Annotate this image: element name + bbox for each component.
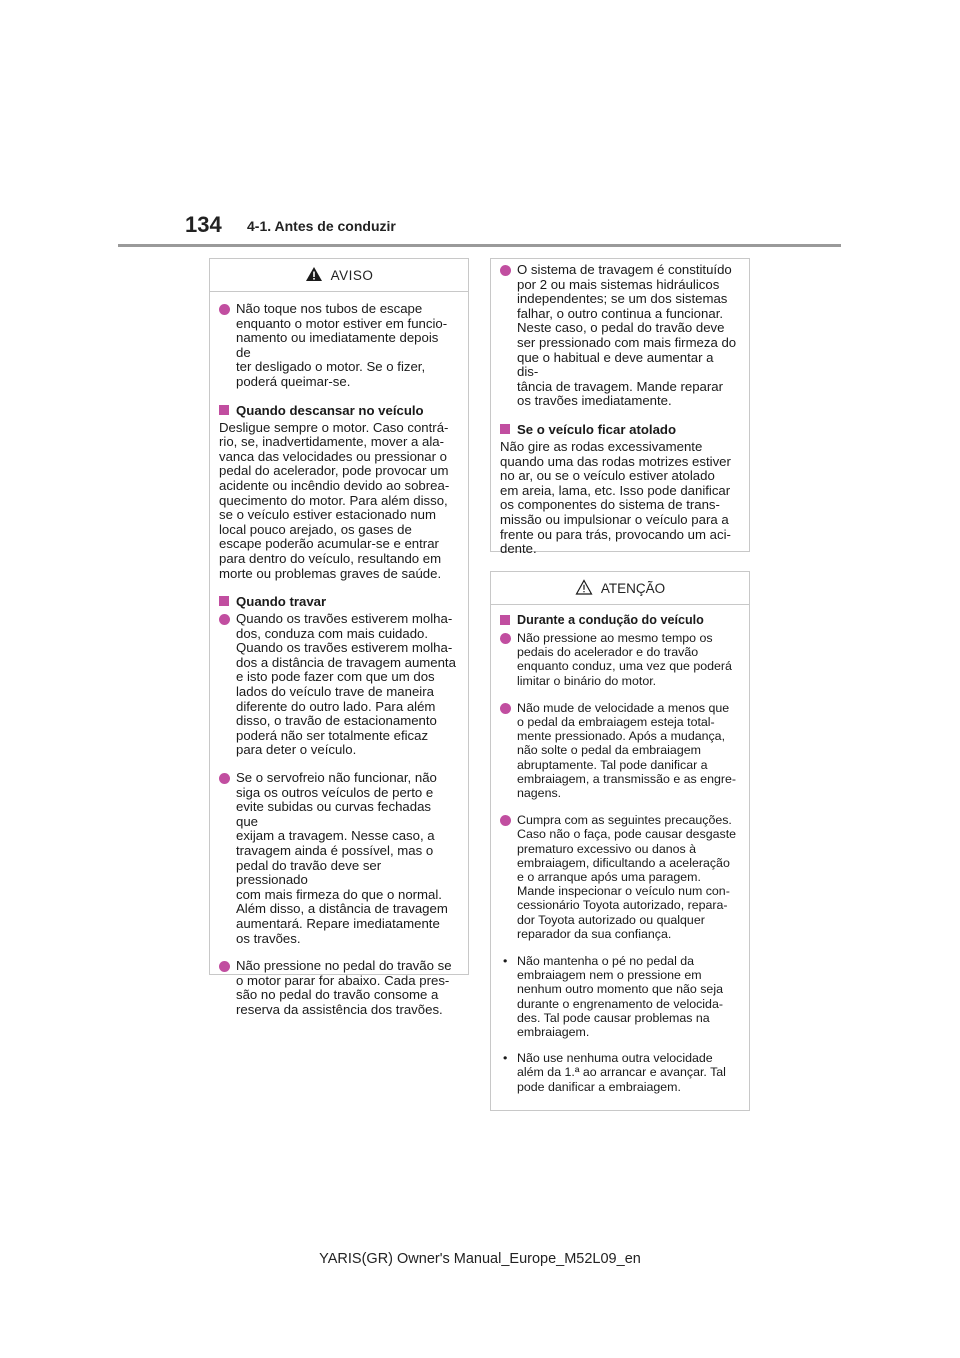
bullet-dot-icon	[219, 304, 230, 315]
warning-box	[209, 258, 469, 1017]
subheading-stuck: Se o veículo ficar atolado	[500, 422, 737, 437]
square-bullet-icon	[500, 424, 510, 434]
caution-bullet-pedals: Não pressione ao mesmo tempo os pedais do acelerador e do travão enquanto conduz, uma vez que poderá limitar o binário do motor.	[500, 631, 737, 688]
bullet-dot-icon	[500, 633, 511, 644]
bullet-dot-icon	[219, 961, 230, 972]
caution-triangle-icon	[575, 579, 593, 598]
header-divider	[118, 244, 841, 247]
square-bullet-icon	[500, 615, 510, 625]
warning-bullet-exhaust: Não toque nos tubos de escape enquanto o motor estiver em funcio- namento ou imediatamente depois de ter desligado o motor. Se o fizer, poderá queimar-se.	[219, 302, 456, 390]
warning-box-header	[210, 259, 468, 292]
dash-bullet-icon: •	[503, 1051, 508, 1066]
caution-dash-item-clutch-rest: • Não mantenha o pé no pedal da embraiagem nem o pressione em nenhum outro momento que não seja durante o engrenamento de velocida- des. Tal pode causar problemas na embraiagem.	[503, 954, 723, 1040]
square-bullet-icon	[219, 405, 229, 415]
section-title: 4-1. Antes de conduzir	[247, 218, 396, 234]
subheading-resting: Quando descansar no veículo	[219, 403, 456, 418]
subheading-driving: Durante a condução do veículo	[500, 613, 737, 628]
warning-bullet-engine-stall: Não pressione no pedal do travão se o motor parar for abaixo. Cada pres- são no pedal do travão consome a reserva da assistência dos travões.	[219, 959, 456, 1017]
warning-title: AVISO	[330, 267, 374, 283]
warning-bullet-hydraulic: O sistema de travagem é constituído por 2 ou mais sistemas hidráulicos independentes; se um dos sistemas falhar, o outro continua a funcionar. Neste caso, o pedal do travão deve ser pressionado com mais firmeza do que o habitual e deve aumentar a dis- tância de travagem. Mande reparar os travões imediatamente.	[500, 263, 737, 409]
caution-bullet-precautions: Cumpra com as seguintes precauções. Caso não o faça, pode causar desgaste prematuro excessivo ou danos à embraiagem, dificultando a aceleração e o arranque após uma paragem. Mande inspecionar o veículo num con- cessionário Toyota autorizado, repara- dor Toyota autorizado ou qualquer reparador da sua confiança.	[500, 813, 737, 941]
footer-manual-id: YARIS(GR) Owner's Manual_Europe_M52L09_en	[319, 1251, 641, 1267]
paragraph-resting: Desligue sempre o motor. Caso contrá- rio, se, inadvertidamente, mover a ala- vanca das velocidades ou pressionar o pedal do acelerador, pode provocar um acidente ou incêndio devido ao sobrea- quecimento do motor. Para além disso, se o veículo estiver estacionado num local pouco arejado, os gases de escape poderão acumular-se e entrar para dentro do veículo, resultando em morte ou problemas graves de saúde.	[219, 419, 450, 581]
caution-box	[490, 571, 750, 1111]
square-bullet-icon	[219, 596, 229, 606]
bullet-dot-icon	[219, 614, 230, 625]
bullet-dot-icon	[219, 773, 230, 784]
bullet-dot-icon	[500, 815, 511, 826]
dash-bullet-icon: •	[503, 954, 508, 969]
caution-dash-item-first-gear: • Não use nenhuma outra velocidade além da 1.ª ao arrancar e avançar. Tal pode danificar a embraiagem.	[503, 1051, 726, 1094]
bullet-dot-icon	[500, 265, 511, 276]
caution-title: ATENÇÃO	[600, 580, 666, 596]
bullet-dot-icon	[500, 703, 511, 714]
warning-bullet-servo: Se o servofreio não funcionar, não siga os outros veículos de perto e evite subidas ou curvas fechadas que exijam a travagem. Nesse caso, a travagem ainda é possível, mas o pedal do travão deve ser pressionado com mais firmeza do que o normal. Além disso, a distância de travagem aumentará. Repare imediatamente os travões.	[219, 771, 456, 946]
subheading-braking: Quando travar	[219, 594, 456, 609]
paragraph-stuck: Não gire as rodas excessivamente quando uma das rodas motrizes estiver no ar, ou se o veículo estiver atolado em areia, lama, etc. Isso pode danificar os componentes do sistema de trans- missão ou impulsionar o veículo para a frente ou para trás, provocando um aci- dente.	[500, 438, 731, 557]
page-number: 134	[185, 212, 222, 237]
caution-bullet-gear-change: Não mude de velocidade a menos que o pedal da embraiagem esteja total- mente pressionado. Após a mudança, não solte o pedal da embraiagem abruptamente. Tal pode danificar a embraiagem, a transmissão e as engre- nagens.	[500, 701, 737, 800]
warning-triangle-icon	[305, 266, 323, 285]
caution-box-header	[491, 572, 749, 605]
warning-box-continued	[490, 258, 750, 557]
warning-bullet-wet-brakes: Quando os travões estiverem molha- dos, conduza com mais cuidado. Quando os travões estiverem molha- dos a distância de travagem aumenta e isto pode fazer com que um dos lados do veículo trave de maneira diferente do outro lado. Para além disso, o travão de estacionamento poderá não ser totalmente eficaz para deter o veículo.	[219, 612, 456, 758]
